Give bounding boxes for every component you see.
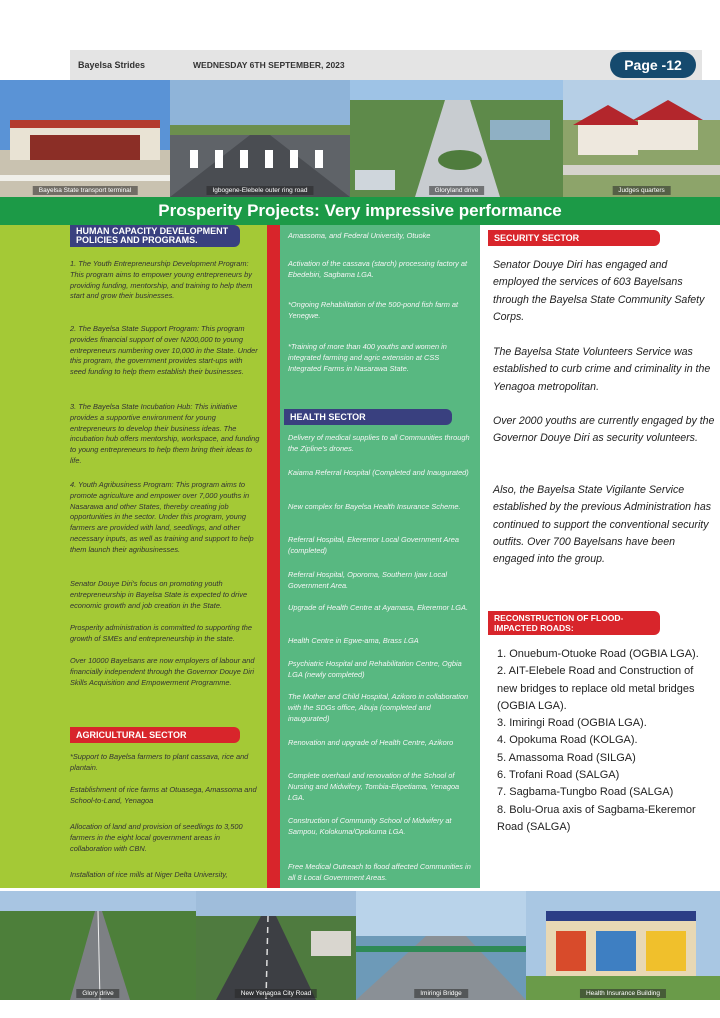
photo-imiringi-bridge <box>356 891 526 1000</box>
top-photo-strip <box>0 80 720 197</box>
judges-quarters-image <box>563 80 720 197</box>
health-item: Upgrade of Health Centre at Ayamasa, Ekeremor LGA. <box>288 603 468 612</box>
photo-new-yenagoa-city-road <box>196 891 356 1000</box>
transport-terminal-image <box>0 80 170 197</box>
road-item: 2. AIT-Elebele Road and Construction of new bridges to replace old metal bridges (OGBIA LGA). <box>497 665 695 712</box>
photo-outer-ring-road <box>170 80 350 197</box>
health-item: Free Medical Outreach to flood affected Communities in all 8 Local Government Areas. <box>288 862 471 882</box>
agri-continued-paragraph: *Training of more than 400 youths and women in integrated farming and agric extension at CSS Integrated Farms in Nasarawa State. <box>288 342 447 373</box>
agri-continued-paragraph: Amassoma, and Federal University, Otuoke <box>288 231 431 240</box>
column-agric-health <box>280 225 480 888</box>
health-item: Complete overhaul and renovation of the School of Nursing and Midwifery, Tombia-Ekpetiama, Yenagoa LGA. <box>288 771 460 802</box>
health-item: Construction of Community School of Midwifery at Sampou, Kolokuma/Opokuma LGA. <box>288 816 452 836</box>
human-capacity-paragraph: Over 10000 Bayelsans are now employers of labour and financially independent through the Governor Douye Diri Skills Acquisition and Empowerment Programme. <box>70 656 255 687</box>
agri-paragraph: Installation of rice mills at Niger Delta University, <box>70 870 228 879</box>
health-sector-heading: HEALTH SECTOR <box>284 409 452 425</box>
glory-drive-image <box>0 891 196 1000</box>
photo-caption: Bayelsa State transport terminal <box>33 186 138 195</box>
human-capacity-paragraph: 3. The Bayelsa State Incubation Hub: This initiative provides a supportive environment for young entrepreneurs to develop their business ideas. The incubation hub offers mentorship, workspace, and funding to young entrepreneurs to help them bring their ideas to life. <box>70 402 260 465</box>
health-item: Psychiatric Hospital and Rehabilitation Centre, Ogbia LGA (newly completed) <box>288 659 462 679</box>
health-item: Renovation and upgrade of Health Centre, Azikoro <box>288 738 454 747</box>
health-item: Health Centre in Egwe-ama, Brass LGA <box>288 636 419 645</box>
road-item: 8. Bolu-Orua axis of Sagbama-Ekeremor Road (SALGA) <box>497 803 696 833</box>
agri-continued-paragraph: *Ongoing Rehabilitation of the 500-pond fish farm at Yenegwe. <box>288 300 459 320</box>
column-human-capacity <box>0 225 267 888</box>
photo-caption: Health Insurance Building <box>580 989 666 998</box>
photo-caption: Gloryland drive <box>429 186 485 195</box>
photo-caption: Judges quarters <box>612 186 671 195</box>
road-item: 6. Trofani Road (SALGA) <box>497 769 620 782</box>
photo-transport-terminal <box>0 80 170 197</box>
human-capacity-paragraph: Prosperity administration is committed to supporting the growth of SMEs and entrepreneurship in the state. <box>70 623 252 643</box>
security-sector-heading: SECURITY SECTOR <box>488 230 660 246</box>
agri-paragraph: Allocation of land and provision of seedlings to 3,500 farmers in the eight local government areas in collaboration with CBN. <box>70 822 243 853</box>
photo-caption: Imiringi Bridge <box>414 989 468 998</box>
security-paragraph: Over 2000 youths are currently engaged by the Governor Douye Diri as security volunteers. <box>493 415 715 445</box>
human-capacity-heading: HUMAN CAPACITY DEVELOPMENT POLICIES AND PROGRAMS. <box>70 225 240 247</box>
yenagoa-road-image <box>196 891 356 1000</box>
health-item: New complex for Bayelsa Health Insurance Scheme. <box>288 502 461 511</box>
health-item: Kaiama Referral Hospital (Completed and Inaugurated) <box>288 468 469 477</box>
agri-paragraph: Establishment of rice farms at Otuasega, Amassoma and School-to-Land, Yenagoa <box>70 785 257 805</box>
roads-list <box>497 646 712 836</box>
road-item: 3. Imiringi Road (OGBIA LGA). <box>497 717 647 730</box>
photo-caption: Igbogene-Elebele outer ring road <box>206 186 313 195</box>
page-header <box>70 50 702 80</box>
photo-caption: Glory drive <box>76 989 119 998</box>
human-capacity-paragraph: 2. The Bayelsa State Support Program: This program provides financial support of over N200,000 to young entrepreneurs numbering over 10,000 in the State. Under this program, the government provides start-ups with seed funding to help them establish their businesses. <box>70 324 258 377</box>
human-capacity-paragraph: 1. The Youth Entrepreneurship Development Program: This program aims to empower young entrepreneurs by providing funding, mentorship, and training to help them start and grow their businesses. <box>70 259 253 301</box>
human-capacity-paragraph: 4. Youth Agribusiness Program: This program aims to promote agriculture and empower over 7,000 youths in Nasarawa and other States, thereby creating job opportunities in the sector. Under this program, young farmers are provided with land, seedlings, and other necessary inputs, as well as training and support to help them launch their agribusinesses. <box>70 480 254 554</box>
health-item: Delivery of medical supplies to all Communities through the Zipline's drones. <box>288 433 470 453</box>
road-item: 7. Sagbama-Tungbo Road (SALGA) <box>497 786 674 799</box>
imiringi-bridge-image <box>356 891 526 1000</box>
human-capacity-paragraph: Senator Douye Diri's focus on promoting youth entrepreneurship in Bayelsa State is expected to drive economic growth and job creation in the State. <box>70 579 248 610</box>
photo-glory-drive <box>0 891 196 1000</box>
health-item: The Mother and Child Hospital, Azikoro in collaboration with the SDGs office, Abuja (completed and inaugurated) <box>288 692 469 723</box>
flood-roads-heading: RECONSTRUCTION OF FLOOD-IMPACTED ROADS: <box>488 611 660 635</box>
page-number-badge: Page -12 <box>610 52 696 78</box>
photo-health-insurance-building <box>526 891 720 1000</box>
column-separator <box>267 225 280 888</box>
gloryland-image <box>350 80 563 197</box>
photo-judges-quarters <box>563 80 720 197</box>
health-item: Referral Hospital, Oporoma, Southern Ijaw Local Government Area. <box>288 570 447 590</box>
health-item: Referral Hospital, Ekeremor Local Government Area (completed) <box>288 535 460 555</box>
publication-name: Bayelsa Strides <box>78 60 146 70</box>
road-item: 5. Amassoma Road (SILGA) <box>497 751 636 764</box>
security-paragraph: The Bayelsa State Volunteers Service was established to curb crime and criminality in the Yenagoa metropolitan. <box>493 346 711 393</box>
agricultural-sector-heading: AGRICULTURAL SECTOR <box>70 727 240 743</box>
agri-paragraph: *Support to Bayelsa farmers to plant cassava, rice and plantain. <box>70 752 249 772</box>
security-paragraph: Senator Douye Diri has engaged and employed the services of 603 Bayelsans through the Bayelsa State Community Safety Corps. <box>493 259 705 323</box>
issue-date: WEDNESDAY 6TH SEPTEMBER, 2023 <box>193 60 345 70</box>
agri-continued-paragraph: Activation of the cassava (starch) processing factory at Ebedebiri, Sagbama LGA. <box>288 259 468 279</box>
security-paragraph: Also, the Bayelsa State Vigilante Service established by the previous Administration has continued to support the conventional security outfits. Over 700 Bayelsans have been engaged into the group. <box>493 484 712 566</box>
road-item: 1. Onuebum-Otuoke Road (OGBIA LGA). <box>497 648 699 660</box>
ring-road-image <box>170 80 350 197</box>
road-item: 4. Opokuma Road (KOLGA). <box>497 734 638 747</box>
photo-gloryland-drive <box>350 80 563 197</box>
column-security-roads <box>480 225 720 888</box>
banner-title: Prosperity Projects: Very impressive performance <box>0 197 720 225</box>
health-insurance-building-image <box>526 891 720 1000</box>
bottom-photo-strip <box>0 891 720 1000</box>
photo-caption: New Yenagoa City Road <box>235 989 317 998</box>
